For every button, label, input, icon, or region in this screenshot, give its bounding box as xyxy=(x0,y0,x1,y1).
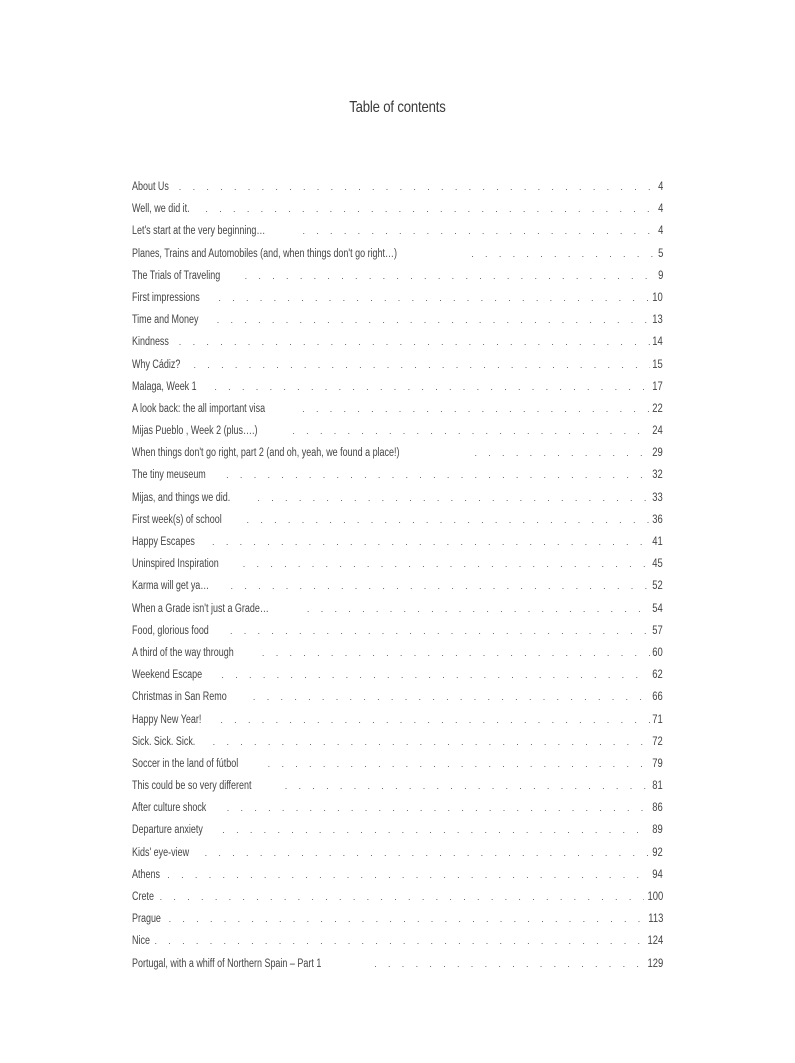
toc-entry-page-number: 60 xyxy=(652,646,663,659)
dot-leader xyxy=(220,819,650,841)
toc-entry[interactable] xyxy=(132,797,663,819)
toc-entry-title: Athens xyxy=(132,868,160,881)
toc-entry-page-number: 129 xyxy=(647,957,663,970)
toc-entry[interactable] xyxy=(132,464,663,486)
toc-entry-title: After culture shock xyxy=(132,802,207,815)
dot-leader xyxy=(229,575,651,597)
dot-leader xyxy=(472,442,650,464)
dot-leader xyxy=(177,176,657,198)
dot-leader xyxy=(283,775,651,797)
dot-leader xyxy=(165,864,650,886)
toc-entry[interactable] xyxy=(132,664,663,686)
toc-entry-title: Time and Money xyxy=(132,314,199,327)
toc-entry[interactable] xyxy=(132,753,663,775)
toc-entry-page-number: 13 xyxy=(652,314,663,327)
toc-entry[interactable] xyxy=(132,775,663,797)
toc-entry[interactable] xyxy=(132,420,663,442)
toc-entry[interactable] xyxy=(132,309,663,331)
toc-entry-page-number: 41 xyxy=(652,536,663,548)
dot-leader xyxy=(224,464,650,486)
toc-entry-title: Why Cádiz? xyxy=(132,358,181,371)
toc-entry-page-number: 22 xyxy=(652,402,663,415)
toc-entry-title: Christmas in San Remo xyxy=(132,691,227,704)
toc-entry-page-number: 57 xyxy=(652,624,663,637)
toc-entry-title: Karma will get ya… xyxy=(132,580,210,593)
toc-entry-title: The Trials of Traveling xyxy=(132,269,221,282)
toc-entry[interactable] xyxy=(132,531,663,553)
toc-entry[interactable] xyxy=(132,598,663,620)
toc-entry[interactable] xyxy=(132,509,663,531)
toc-entry-title: This could be so very different xyxy=(132,780,252,793)
toc-entry[interactable] xyxy=(132,886,663,908)
toc-entry-page-number: 24 xyxy=(652,425,663,438)
toc-entry-title: Weekend Escape xyxy=(132,669,203,682)
dot-leader xyxy=(203,842,651,864)
toc-entry-page-number: 62 xyxy=(652,669,663,682)
dot-leader xyxy=(153,930,644,952)
dot-leader xyxy=(212,376,650,398)
dot-leader xyxy=(251,686,650,708)
toc-entry-page-number: 4 xyxy=(657,203,663,216)
toc-list xyxy=(132,176,663,975)
toc-entry-title: Mijas, and things we did. xyxy=(132,491,231,504)
toc-entry[interactable] xyxy=(132,864,663,886)
toc-entry[interactable] xyxy=(132,265,663,287)
toc-entry[interactable] xyxy=(132,908,663,930)
dot-leader xyxy=(211,731,651,753)
toc-entry-page-number: 14 xyxy=(652,336,663,349)
toc-entry[interactable] xyxy=(132,398,663,420)
toc-entry-page-number: 52 xyxy=(652,580,663,593)
dot-leader xyxy=(177,331,650,353)
toc-entry-page-number: 36 xyxy=(652,513,663,526)
toc-entry[interactable] xyxy=(132,930,663,952)
toc-entry-title: Food, glorious food xyxy=(132,624,209,637)
toc-entry-title: Crete xyxy=(132,891,154,903)
toc-entry[interactable] xyxy=(132,642,663,664)
dot-leader xyxy=(245,509,651,531)
toc-entry[interactable] xyxy=(132,176,663,198)
dot-leader xyxy=(215,309,650,331)
toc-heading: Table of contents xyxy=(349,99,446,116)
dot-leader xyxy=(243,265,657,287)
toc-entry-page-number: 9 xyxy=(657,269,663,282)
toc-entry-title: Soccer in the land of fútbol xyxy=(132,757,239,770)
toc-entry[interactable] xyxy=(132,487,663,509)
toc-entry-title: Malaga, Week 1 xyxy=(132,380,197,393)
toc-entry[interactable] xyxy=(132,686,663,708)
dot-leader xyxy=(158,886,644,908)
dot-leader xyxy=(241,553,650,575)
dot-leader xyxy=(228,620,650,642)
toc-entry-page-number: 45 xyxy=(652,558,663,571)
toc-entry-page-number: 15 xyxy=(652,358,663,371)
toc-entry[interactable] xyxy=(132,731,663,753)
toc-entry[interactable] xyxy=(132,575,663,597)
toc-entry-title: Kids' eye-view xyxy=(132,846,190,859)
toc-entry-title: Sick. Sick. Sick. xyxy=(132,735,196,748)
toc-entry-title: Well, we did it. xyxy=(132,203,190,216)
dot-leader xyxy=(300,220,656,242)
toc-entry-page-number: 54 xyxy=(652,602,663,615)
toc-entry-page-number: 94 xyxy=(652,868,663,881)
dot-leader xyxy=(469,243,656,265)
toc-entry-title: When things don't go right, part 2 (and oh, yeah, we found a place!) xyxy=(132,447,400,460)
dot-leader xyxy=(290,420,650,442)
toc-entry-page-number: 5 xyxy=(657,247,663,260)
dot-leader xyxy=(216,287,650,309)
toc-entry-title: The tiny meuseum xyxy=(132,469,206,482)
toc-entry[interactable] xyxy=(132,442,663,464)
toc-entry-page-number: 100 xyxy=(647,891,663,903)
toc-entry[interactable] xyxy=(132,842,663,864)
toc-entry-title: A look back: the all important visa xyxy=(132,402,266,415)
toc-entry[interactable] xyxy=(132,354,663,376)
dot-leader xyxy=(300,398,650,420)
toc-entry-title: Kindness xyxy=(132,336,169,349)
dot-leader xyxy=(210,531,650,553)
dot-leader xyxy=(372,953,644,975)
toc-entry-title: Happy Escapes xyxy=(132,536,195,548)
toc-entry-page-number: 89 xyxy=(652,824,663,837)
dot-leader xyxy=(218,709,650,731)
toc-entry-title: Departure anxiety xyxy=(132,824,203,837)
toc-entry-page-number: 124 xyxy=(647,935,663,948)
toc-entry-page-number: 92 xyxy=(652,846,663,859)
dot-leader xyxy=(219,664,650,686)
toc-entry-title: Planes, Trains and Automobiles (and, when things don't go right…) xyxy=(132,247,397,260)
toc-entry-title: Uninspired Inspiration xyxy=(132,558,219,571)
dot-leader xyxy=(266,753,651,775)
toc-entry[interactable] xyxy=(132,553,663,575)
toc-entry-title: Happy New Year! xyxy=(132,713,202,726)
toc-entry-page-number: 4 xyxy=(657,181,663,193)
dot-leader xyxy=(305,598,650,620)
toc-entry-page-number: 4 xyxy=(657,225,663,238)
toc-entry[interactable] xyxy=(132,220,663,242)
toc-entry-page-number: 29 xyxy=(652,447,663,460)
toc-entry-page-number: 71 xyxy=(652,713,663,726)
toc-entry[interactable] xyxy=(132,376,663,398)
toc-entry-page-number: 66 xyxy=(652,691,663,704)
toc-entry-title: About Us xyxy=(132,181,169,193)
toc-entry-page-number: 72 xyxy=(652,735,663,748)
dot-leader xyxy=(167,908,645,930)
dot-leader xyxy=(203,198,656,220)
dot-leader xyxy=(191,354,650,376)
toc-entry-title: First week(s) of school xyxy=(132,513,222,526)
toc-entry[interactable] xyxy=(132,287,663,309)
toc-entry[interactable] xyxy=(132,620,663,642)
toc-entry-page-number: 79 xyxy=(652,757,663,770)
toc-entry-title: Let's start at the very beginning… xyxy=(132,225,266,238)
toc-entry-title: When a Grade isn't just a Grade… xyxy=(132,602,269,615)
dot-leader xyxy=(255,487,650,509)
toc-entry-title: Nice xyxy=(132,935,150,948)
toc-entry[interactable] xyxy=(132,331,663,353)
toc-entry[interactable] xyxy=(132,953,663,975)
toc-entry-page-number: 17 xyxy=(652,380,663,393)
toc-entry-page-number: 81 xyxy=(652,780,663,793)
toc-entry-title: A third of the way through xyxy=(132,646,234,659)
toc-entry-title: First impressions xyxy=(132,291,200,304)
toc-entry-title: Portugal, with a whiff of Northern Spain – Part 1 xyxy=(132,957,322,970)
dot-leader xyxy=(225,797,650,819)
toc-entry-page-number: 86 xyxy=(652,802,663,815)
toc-entry-page-number: 33 xyxy=(652,491,663,504)
toc-entry[interactable] xyxy=(132,709,663,731)
toc-entry-page-number: 10 xyxy=(652,291,663,304)
toc-entry-title: Mijas Pueblo , Week 2 (plus….) xyxy=(132,425,258,438)
toc-entry[interactable] xyxy=(132,243,663,265)
toc-entry-title: Prague xyxy=(132,913,161,926)
toc-entry[interactable] xyxy=(132,819,663,841)
toc-entry[interactable] xyxy=(132,198,663,220)
dot-leader xyxy=(260,642,650,664)
toc-entry-page-number: 113 xyxy=(647,913,663,926)
toc-entry-page-number: 32 xyxy=(652,469,663,482)
